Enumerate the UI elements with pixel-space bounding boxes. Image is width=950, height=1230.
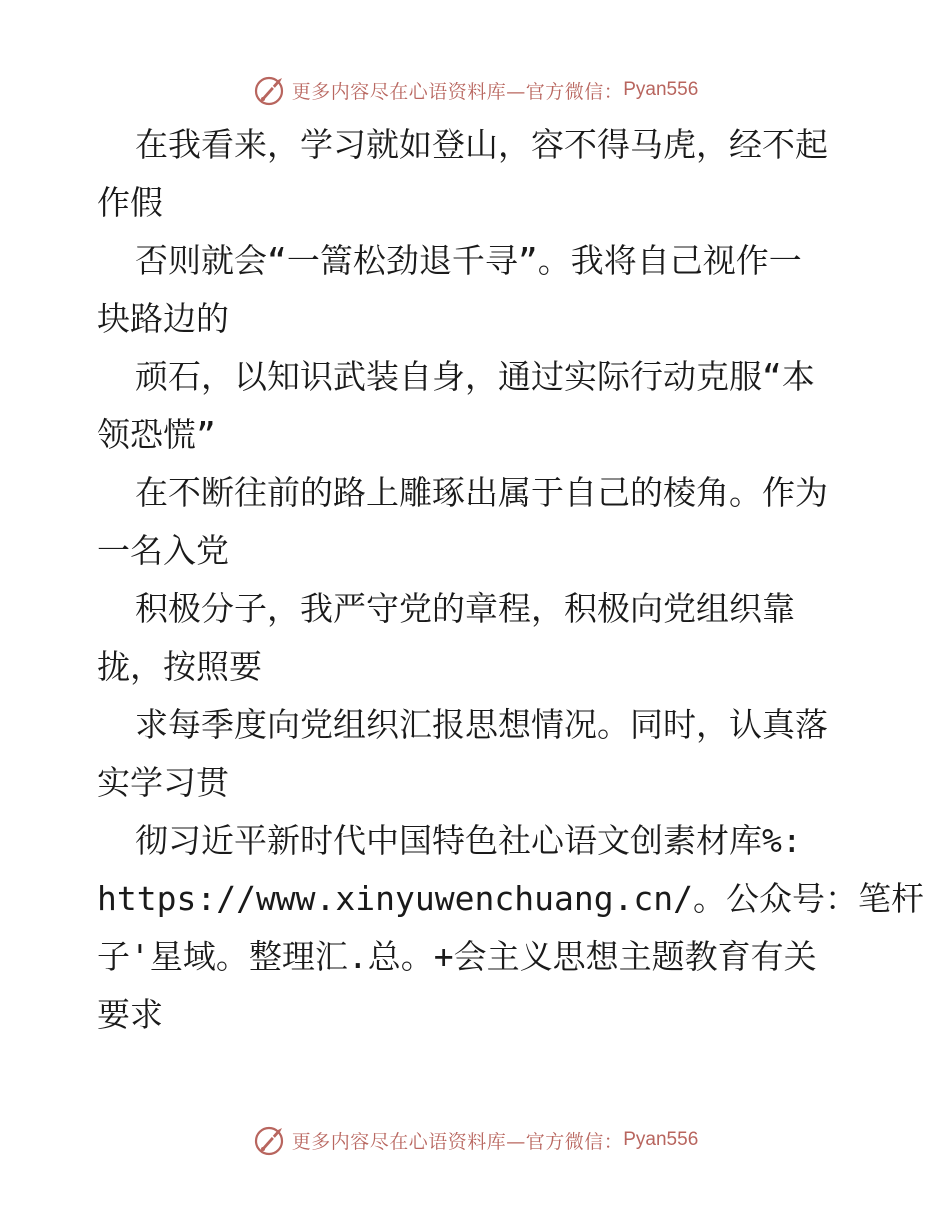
body-line: 实学习贯 bbox=[97, 763, 229, 802]
header-banner-text: 更多内容尽在心语资料库—官方微信： bbox=[291, 80, 624, 103]
body-line: 求每季度向党组织汇报思想情况。同时，认真落 bbox=[135, 705, 828, 744]
body-line: https://www.xinyuwenchuang.cn/。公众号：笔杆 bbox=[97, 879, 925, 918]
body-line: 积极分子，我严守党的章程，积极向党组织靠 bbox=[135, 589, 795, 628]
body-line: 在不断往前的路上雕琢出属于自己的棱角。作为 bbox=[135, 473, 828, 512]
quill-pen-logo-icon bbox=[252, 1122, 288, 1158]
body-line: 彻习近平新时代中国特色社心语文创素材库%: bbox=[135, 821, 802, 860]
footer-banner bbox=[0, 1120, 950, 1160]
quill-pen-logo-icon bbox=[252, 72, 288, 108]
body-line: 拢，按照要 bbox=[97, 647, 262, 686]
body-line: 顽石，以知识武装自身，通过实际行动克服“本 bbox=[135, 357, 815, 396]
header-wechat-id: Pyan556 bbox=[623, 79, 699, 100]
body-line: 块路边的 bbox=[97, 299, 229, 338]
body-line: 否则就会“一篙松劲退千寻”。我将自己视作一 bbox=[135, 241, 802, 280]
header-banner bbox=[0, 70, 950, 110]
body-text bbox=[97, 116, 925, 1044]
body-line: 在我看来，学习就如登山，容不得马虎，经不起 bbox=[135, 125, 828, 164]
body-line: 领恐慌” bbox=[97, 415, 216, 454]
body-line: 一名入党 bbox=[97, 531, 229, 570]
body-line: 要求 bbox=[97, 995, 163, 1034]
footer-banner-text: 更多内容尽在心语资料库—官方微信： bbox=[291, 1130, 624, 1153]
body-line: 作假 bbox=[97, 183, 163, 222]
body-line: 子'星域。整理汇.总。+会主义思想主题教育有关 bbox=[97, 937, 817, 976]
footer-wechat-id: Pyan556 bbox=[623, 1129, 699, 1150]
